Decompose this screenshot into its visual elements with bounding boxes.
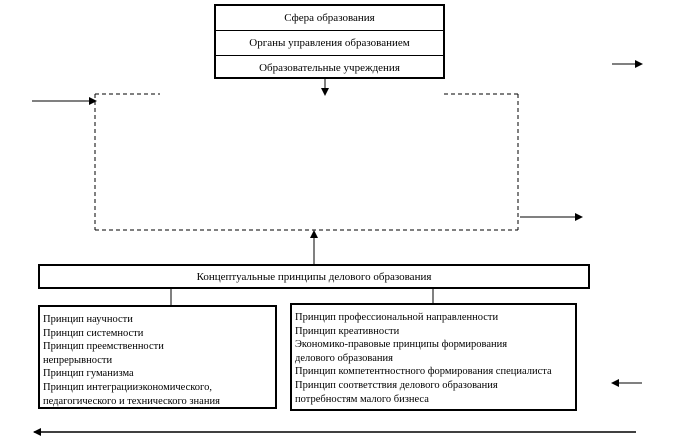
left-principle-line: Принцип научности: [43, 314, 133, 325]
education-sphere-title: Сфера образования: [284, 12, 375, 24]
education-sphere-row-management: Органы управления образованием: [216, 30, 443, 55]
dashed-region: [95, 94, 518, 230]
left-principle-line: непрерывности: [43, 354, 113, 366]
left-principle-line: педагогического и технического знания: [43, 395, 220, 407]
right-principle-line: Экономико-правовые принципы формирования: [295, 339, 508, 351]
concept-principles-box: [38, 264, 590, 289]
right-principles-box: [290, 303, 577, 411]
right-principle-line: потребностям малого бизнеса: [295, 393, 429, 405]
left-principle-line: Принцип гуманизма: [43, 368, 134, 380]
right-principle-line: Принцип компетентностного формирования специалиста: [295, 366, 552, 378]
right-principle-line: Принцип профессиональной направленности: [295, 312, 499, 323]
left-principles-box: [38, 305, 277, 409]
right-principle-line: Принцип креативности: [295, 325, 400, 337]
concept-principles-title: Концептуальные принципы делового образования: [196, 271, 432, 283]
education-sphere-row-institutions: Образовательные учреждения: [216, 55, 443, 79]
education-sphere-box: [214, 4, 445, 79]
left-principle-line: Принцип интеграцииэкономического,: [43, 381, 212, 393]
left-principle-line: Принцип преемственности: [43, 341, 164, 353]
left-principle-line: Принцип системности: [43, 327, 144, 339]
right-principle-line: Принцип соответствия делового образования: [295, 379, 498, 391]
right-principle-line: делового образования: [295, 352, 393, 364]
